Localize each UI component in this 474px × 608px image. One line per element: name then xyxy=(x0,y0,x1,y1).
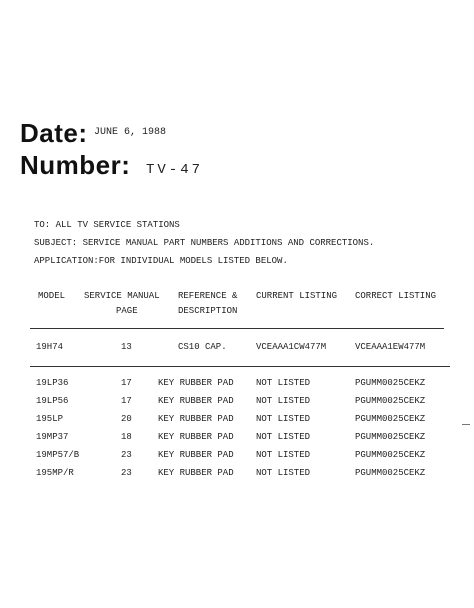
row-page: 18 xyxy=(121,432,132,442)
row-ref: KEY RUBBER PAD xyxy=(158,414,234,424)
row-current: NOT LISTED xyxy=(256,378,311,388)
header-model: MODEL xyxy=(38,291,66,301)
row-ref: KEY RUBBER PAD xyxy=(158,450,234,460)
header-rule xyxy=(30,328,444,329)
header-page-line1: SERVICE MANUAL xyxy=(84,291,160,301)
row-current: NOT LISTED xyxy=(256,414,311,424)
row-page: 17 xyxy=(121,396,132,406)
row-model: 195LP xyxy=(36,414,64,424)
first-row-model: 19H74 xyxy=(36,342,64,352)
row-correct: PGUMM0025CEKZ xyxy=(355,414,426,424)
row-page: 17 xyxy=(121,378,132,388)
row-current: NOT LISTED xyxy=(256,450,311,460)
header-correct: CORRECT LISTING xyxy=(355,291,437,301)
first-row-page: 13 xyxy=(121,342,132,352)
row-ref: KEY RUBBER PAD xyxy=(158,378,234,388)
row-model: 195MP/R xyxy=(36,468,74,478)
header-current: CURRENT LISTING xyxy=(256,291,338,301)
section-rule xyxy=(30,366,450,367)
header-page-line2: PAGE xyxy=(116,306,138,316)
row-page: 20 xyxy=(121,414,132,424)
row-current: NOT LISTED xyxy=(256,396,311,406)
memo-to: TO: ALL TV SERVICE STATIONS xyxy=(34,220,180,230)
row-ref: KEY RUBBER PAD xyxy=(158,432,234,442)
number-label: Number: xyxy=(20,150,131,180)
row-correct: PGUMM0025CEKZ xyxy=(355,450,426,460)
row-correct: PGUMM0025CEKZ xyxy=(355,432,426,442)
row-ref: KEY RUBBER PAD xyxy=(158,468,234,478)
row-page: 23 xyxy=(121,450,132,460)
first-row-ref: CS10 CAP. xyxy=(178,342,227,352)
row-model: 19LP36 xyxy=(36,378,69,388)
row-current: NOT LISTED xyxy=(256,468,311,478)
row-model: 19MP57/B xyxy=(36,450,80,460)
first-row-current: VCEAAA1CW477M xyxy=(256,342,327,352)
memo-application: APPLICATION:FOR INDIVIDUAL MODELS LISTED BELOW. xyxy=(34,256,288,266)
row-page: 23 xyxy=(121,468,132,478)
row-correct: PGUMM0025CEKZ xyxy=(355,378,426,388)
row-model: 19MP37 xyxy=(36,432,69,442)
first-row-correct: VCEAAA1EW477M xyxy=(355,342,426,352)
date-label: Date: xyxy=(20,118,88,148)
header-ref-line1: REFERENCE & xyxy=(178,291,238,301)
header-ref-line2: DESCRIPTION xyxy=(178,306,238,316)
row-model: 19LP56 xyxy=(36,396,69,406)
row-correct: PGUMM0025CEKZ xyxy=(355,396,426,406)
row-ref: KEY RUBBER PAD xyxy=(158,396,234,406)
memo-subject: SUBJECT: SERVICE MANUAL PART NUMBERS ADDITIONS AND CORRECTIONS. xyxy=(34,238,375,248)
number-value: TV-47 xyxy=(146,162,204,178)
row-correct: PGUMM0025CEKZ xyxy=(355,468,426,478)
margin-mark xyxy=(462,424,470,425)
date-value: JUNE 6, 1988 xyxy=(94,127,167,138)
row-current: NOT LISTED xyxy=(256,432,311,442)
